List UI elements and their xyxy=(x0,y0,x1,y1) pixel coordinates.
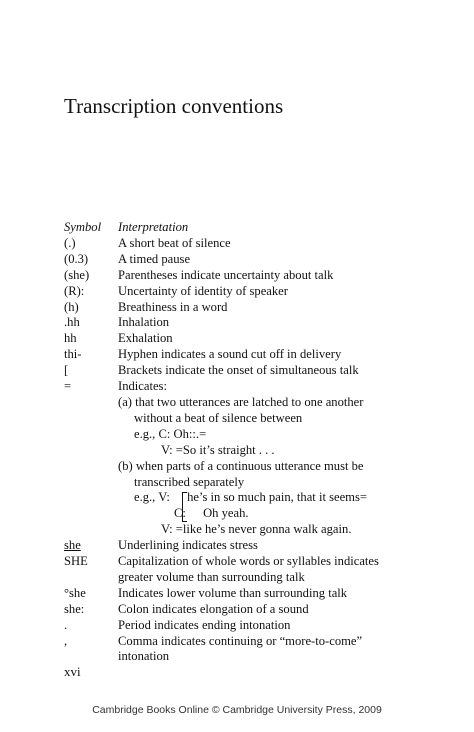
row-symbol: (h) xyxy=(64,299,79,314)
example-2-overlap-text: he’s in so much pain, that it seems= xyxy=(187,490,367,505)
row-symbol: thi- xyxy=(64,347,82,362)
latching-a-continuation: without a beat of silence between xyxy=(134,410,303,425)
row-symbol: (0.3) xyxy=(64,251,89,266)
latching-b-line: (b) when parts of a continuous utterance must be xyxy=(118,458,364,473)
table-row xyxy=(64,586,464,602)
row-text: Indicates: xyxy=(118,379,167,394)
overlap-bracket-group xyxy=(187,490,367,506)
table-header xyxy=(64,220,464,236)
table-row xyxy=(64,618,464,634)
table-row xyxy=(64,268,464,284)
table-row xyxy=(64,554,464,586)
row-symbol: .hh xyxy=(64,315,80,330)
interpretation-column-header: Interpretation xyxy=(118,220,189,234)
row-symbol: she: xyxy=(64,601,85,616)
table-row xyxy=(64,284,464,300)
row-symbol: , xyxy=(64,633,68,648)
row-text: Breathiness in a word xyxy=(118,299,228,314)
row-text: Indicates lower volume than surrounding talk xyxy=(118,585,348,600)
row-text: Brackets indicate the onset of simultaneous talk xyxy=(118,363,359,378)
row-symbol: hh xyxy=(64,331,77,346)
table-row xyxy=(64,236,464,252)
row-symbol: [ xyxy=(64,363,69,378)
footer-copyright: Cambridge Books Online © Cambridge University Press, 2009 xyxy=(92,704,382,716)
symbol-column-header: Symbol xyxy=(64,220,102,234)
row-text-continuation: greater volume than surrounding talk xyxy=(118,569,305,584)
row-text: Hyphen indicates a sound cut off in delivery xyxy=(118,347,342,362)
table-row xyxy=(64,538,464,554)
row-text: Underlining indicates stress xyxy=(118,538,258,553)
row-symbol: she xyxy=(64,538,81,553)
row-symbol: SHE xyxy=(64,554,88,569)
page-title: Transcription conventions xyxy=(64,94,284,118)
example-2-prefix: e.g., V: xyxy=(134,490,170,505)
page-number: xvi xyxy=(64,664,81,679)
row-text: A short beat of silence xyxy=(118,235,231,250)
row-symbol: (R): xyxy=(64,283,85,298)
table-row xyxy=(64,634,464,666)
latching-detail xyxy=(118,395,464,538)
row-text: Uncertainty of identity of speaker xyxy=(118,283,288,298)
conventions-table xyxy=(64,220,464,665)
row-text-continuation: intonation xyxy=(118,649,170,664)
example-2-line-2 xyxy=(118,506,464,522)
example-2-speaker-c: C: xyxy=(174,506,186,521)
example-1-line-1: e.g., C: Oh::.= xyxy=(134,426,207,441)
row-symbol: (she) xyxy=(64,267,90,282)
row-text: A timed pause xyxy=(118,251,191,266)
row-text: Capitalization of whole words or syllables indicates xyxy=(118,554,379,569)
row-symbol: (.) xyxy=(64,235,76,250)
table-row xyxy=(64,602,464,618)
row-text: Exhalation xyxy=(118,331,173,346)
table-row xyxy=(64,363,464,379)
example-2-line-1 xyxy=(118,490,464,506)
table-row xyxy=(64,300,464,316)
table-row xyxy=(64,331,464,347)
row-symbol: = xyxy=(64,379,72,394)
latching-a-line: (a) that two utterances are latched to one another xyxy=(118,394,364,409)
row-symbol: . xyxy=(64,617,68,632)
row-text: Inhalation xyxy=(118,315,170,330)
table-row xyxy=(64,252,464,268)
row-text: Period indicates ending intonation xyxy=(118,617,291,632)
example-2-overlap-response: Oh yeah. xyxy=(203,506,249,521)
table-row xyxy=(64,347,464,363)
row-symbol: °she xyxy=(64,585,86,600)
latching-b-continuation: transcribed separately xyxy=(134,474,245,489)
example-2-line-3: V: =like he’s never gonna walk again. xyxy=(161,522,352,537)
row-text: Comma indicates continuing or “more-to-come” xyxy=(118,633,363,648)
table-row xyxy=(64,379,464,395)
row-text: Parentheses indicate uncertainty about talk xyxy=(118,267,334,282)
row-text: Colon indicates elongation of a sound xyxy=(118,601,309,616)
table-row xyxy=(64,315,464,331)
example-1-line-2: V: =So it’s straight . . . xyxy=(161,442,275,457)
